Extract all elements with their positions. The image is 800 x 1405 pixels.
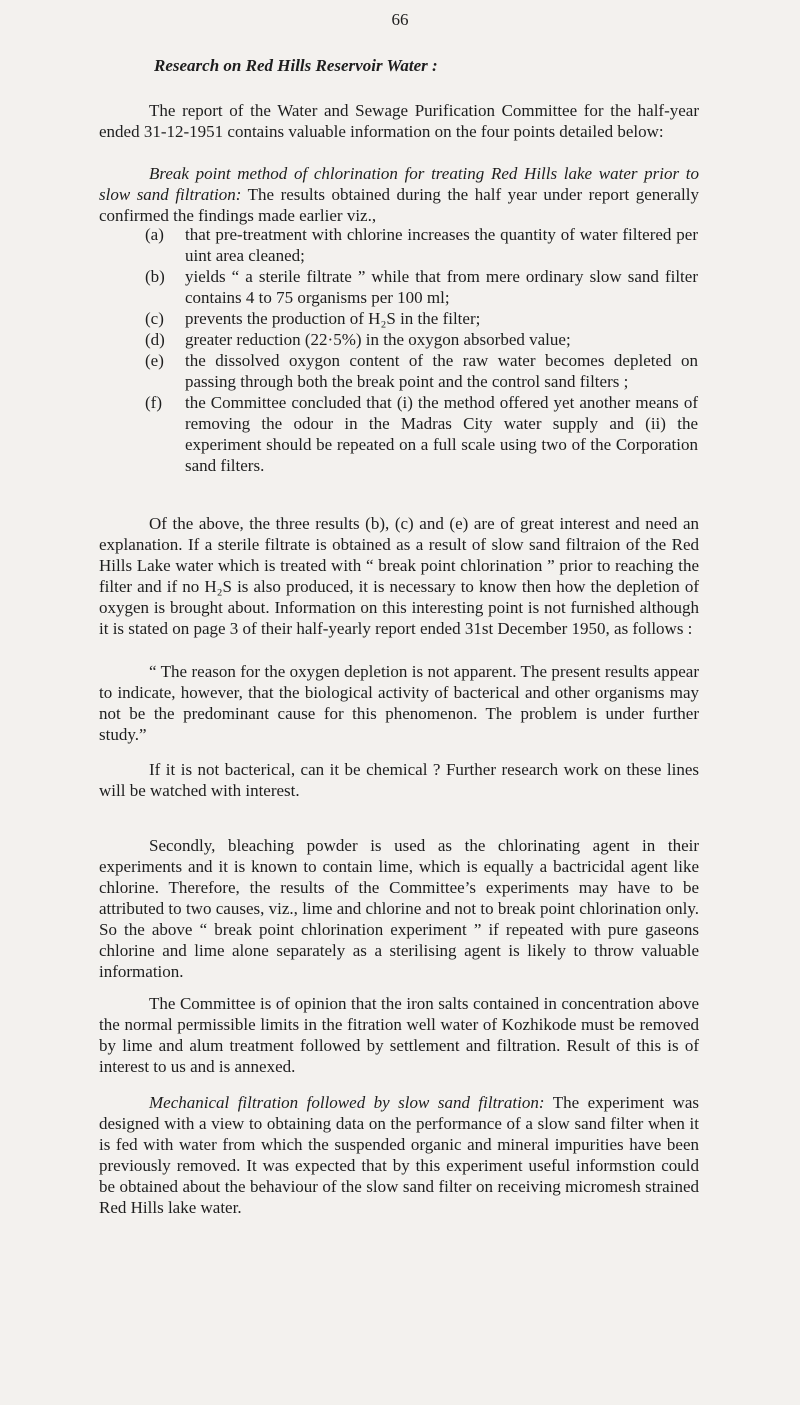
list-marker: (d): [145, 330, 165, 349]
list-item: [145, 392, 698, 476]
list-item: [145, 224, 698, 266]
list-item: [145, 308, 698, 329]
quoted-paragraph: “ The reason for the oxygen depletion is not apparent. The present results appear to indicate, however, that the biological activity of bacterical and other organisms may not be the predominant cause for this phenomenon. The problem is under further study.”: [99, 662, 699, 744]
section-heading: Research on Red Hills Reservoir Water :: [154, 56, 438, 75]
list-item: [145, 266, 698, 308]
findings-list: [145, 224, 698, 476]
list-item-text: yields “ a sterile filtrate ” while that from mere ordinary slow sand filter contains 4 to 75 organisms per 100 ml;: [185, 267, 698, 307]
body-paragraph-chemical: If it is not bacterical, can it be chemical ? Further research work on these lines will be watched with interest.: [99, 760, 699, 800]
list-item: [145, 329, 698, 350]
mechanical-title: Mechanical filtration followed by slow sand filtration:: [149, 1093, 545, 1112]
list-marker: (b): [145, 267, 165, 286]
list-item-text: that pre-treatment with chlorine increases the quantity of water filtered per uint area cleaned;: [185, 225, 698, 265]
intro-paragraph: The report of the Water and Sewage Purification Committee for the half-year ended 31-12-1951 contains valuable information on the four points detailed below:: [99, 101, 699, 141]
list-item: [145, 350, 698, 392]
body-paragraph-bleaching: Secondly, bleaching powder is used as the chlorinating agent in their experiments and it is known to contain lime, which is equally a bactricidal agent like chlorine. Therefore, the results of the Committee’s experiments may have to be attributed to two causes, viz., lime and chlorine and not to break point chlorination only. So the above “ break point chlorination experiment ” if repeated with pure gaseons chlorine and lime alone separately as a sterilising agent is likely to throw valuable information.: [99, 836, 699, 981]
mechanical-filtration-paragraph: [99, 1092, 699, 1218]
mechanical-text: The experiment was designed with a view to obtaining data on the performance of a slow sand filter when it is fed with water from which the suspended organic and mineral impurities have been previously removed. It was expected that by this experiment useful informstion could be obtained about the behaviour of the slow sand filter on receiving micromesh strained Red Hills lake water.: [99, 1093, 699, 1217]
list-item-text: greater reduction (22·5%) in the oxygon absorbed value;: [185, 330, 571, 349]
list-marker: (e): [145, 351, 164, 370]
break-point-paragraph: [99, 163, 699, 226]
list-marker: (a): [145, 225, 164, 244]
list-marker: (c): [145, 309, 164, 328]
list-marker: (f): [145, 393, 162, 412]
page-number: 66: [391, 10, 409, 29]
list-item-text: the dissolved oxygon content of the raw water becomes depleted on passing through both the break point and the control sand filters ;: [185, 351, 698, 391]
break-point-title: Break point method of chlorination for treating Red Hills lake water prior to slow sand filtration:: [99, 164, 699, 204]
list-item-text: prevents the production of H₂S in the filter;: [185, 309, 481, 328]
body-paragraph-iron: The Committee is of opinion that the iron salts contained in concentration above the normal permissible limits in the fitration well water of Kozhikode must be removed by lime and alum treatment followed by settlement and filtration. Result of this is of interest to us and is annexed.: [99, 994, 699, 1076]
body-paragraph-above: Of the above, the three results (b), (c) and (e) are of great interest and need an explanation. If a sterile filtrate is obtained as a result of slow sand filtraion of the Red Hills Lake water which is treated with “ break point chlorination ” prior to reaching the filter and if no H₂S is also produced, it is necessary to know then how the depletion of oxygen is brought about. Information on this interesting point is not furnished although it is stated on page 3 of their half-yearly report ended 31st December 1950, as follows :: [99, 514, 699, 638]
break-point-text: The results obtained during the half year under report generally confirmed the findings made earlier viz.,: [99, 185, 699, 225]
list-item-text: the Committee concluded that (i) the method offered yet another means of removing the odour in the Madras City water supply and (ii) the experiment should be repeated on a full scale using two of the Corporation sand filters.: [185, 393, 698, 475]
